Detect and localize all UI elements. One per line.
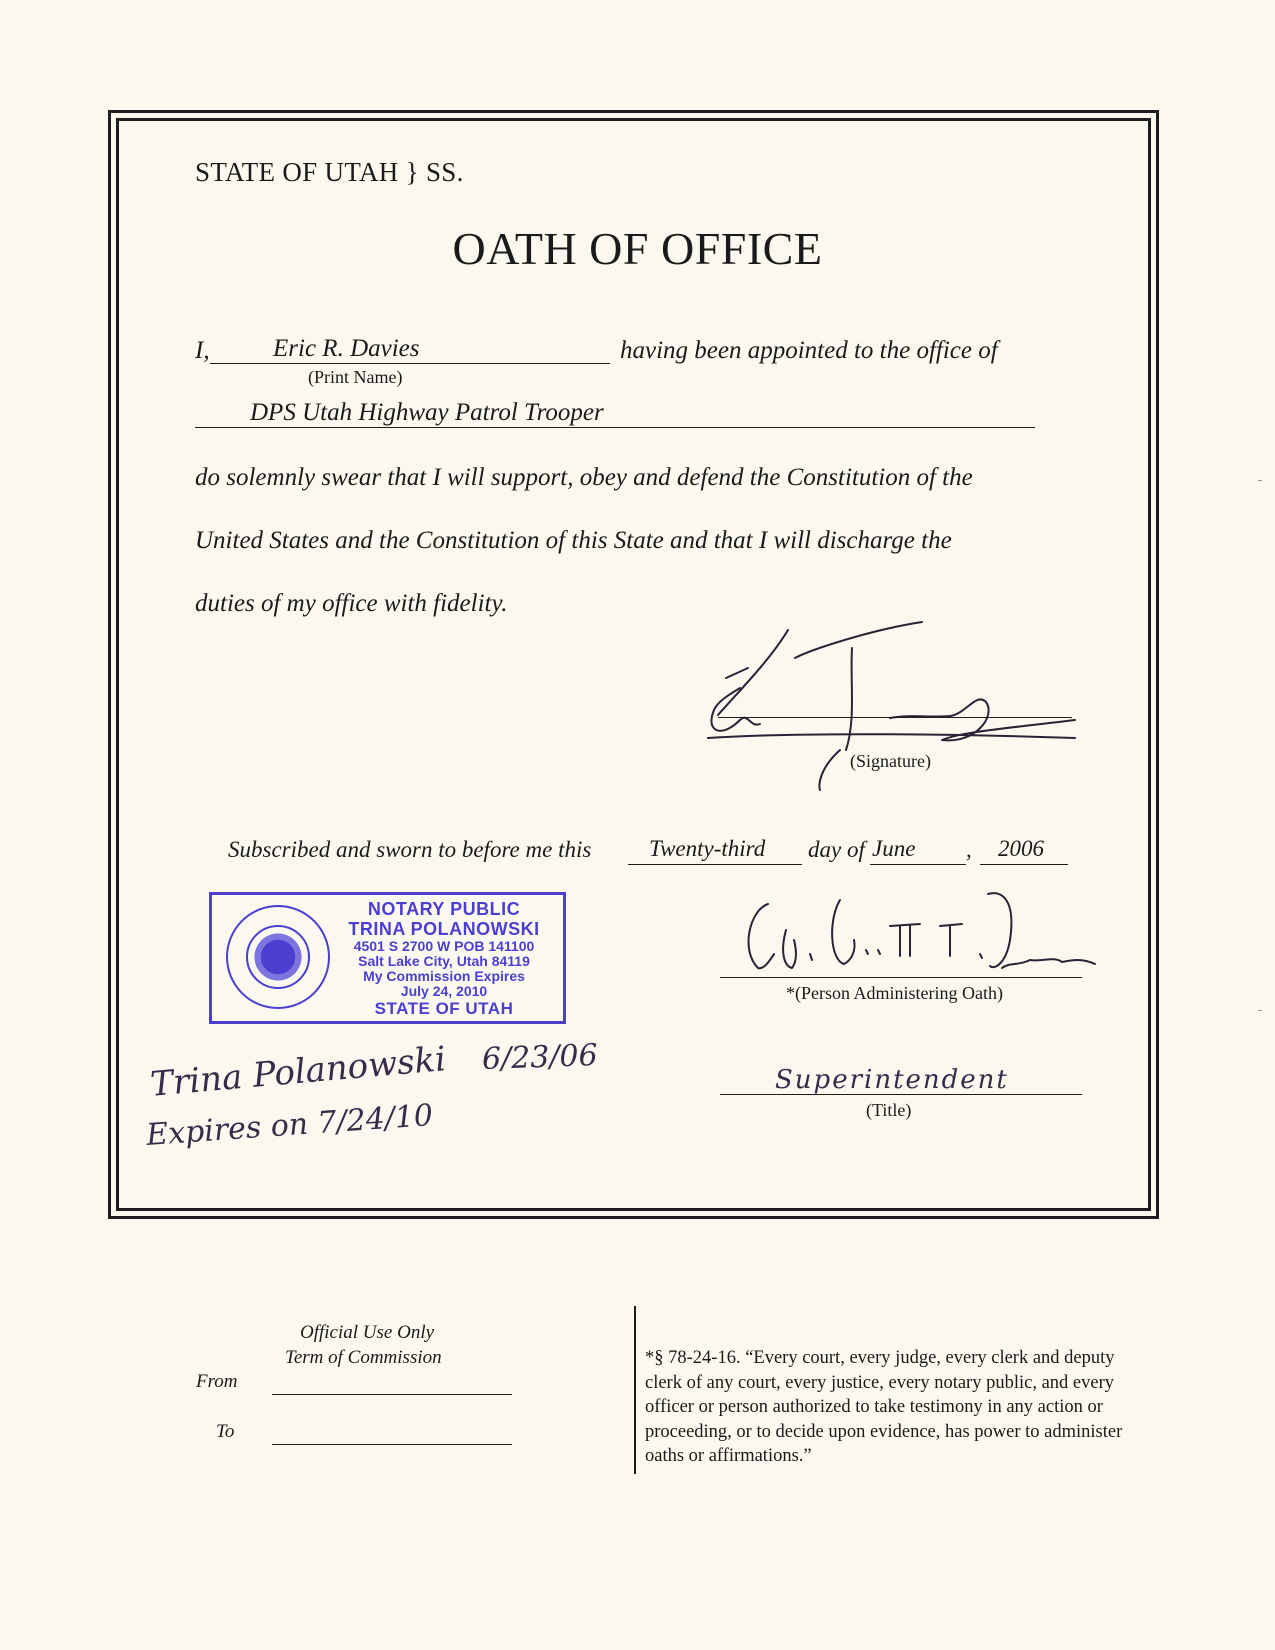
signature-caption: (Signature) <box>850 751 931 771</box>
state-seal-icon <box>226 905 330 1009</box>
notary-signature-handwritten: Trina Polanowski <box>148 1039 448 1105</box>
appointment-text: having been appointed to the office of <box>620 337 998 364</box>
title-caption: (Title) <box>866 1100 912 1120</box>
print-name-caption: (Print Name) <box>308 367 403 387</box>
sworn-month-value: June <box>872 836 916 861</box>
to-field <box>272 1428 512 1445</box>
stamp-line-3: 4501 S 2700 W POB 141100 <box>353 938 535 954</box>
to-label: To <box>216 1421 235 1442</box>
title-line <box>720 1094 1082 1095</box>
notary-stamp <box>209 892 566 1024</box>
appointment-prefix: I, <box>195 337 210 364</box>
notary-date-handwritten: 6/23/06 <box>481 1037 599 1078</box>
sworn-day-of-text: day of <box>808 837 865 862</box>
state-venue-line: STATE OF UTAH } SS. <box>195 157 464 187</box>
stamp-line-2: TRINA POLANOWSKI <box>348 919 540 939</box>
sworn-month-field <box>870 836 966 865</box>
notary-expiration-handwritten: Expires on 7/24/10 <box>145 1098 435 1153</box>
term-of-commission-heading: Term of Commission <box>285 1347 442 1368</box>
administering-caption: *(Person Administering Oath) <box>786 983 1003 1003</box>
sworn-comma: , <box>966 837 972 862</box>
notary-stamp-text <box>324 899 564 1019</box>
stamp-line-4: Salt Lake City, Utah 84119 <box>358 953 530 969</box>
column-divider <box>634 1306 636 1474</box>
from-label: From <box>196 1371 238 1392</box>
office-field <box>195 399 1035 428</box>
oath-text-line-1: do solemnly swear that I will support, obey and defend the Constitution of the <box>195 464 973 491</box>
stamp-line-6: July 24, 2010 <box>400 983 488 999</box>
sworn-day-field <box>628 836 802 865</box>
sworn-day-value: Twenty-third <box>649 836 766 861</box>
page-title: OATH OF OFFICE <box>452 223 823 274</box>
from-field <box>272 1378 512 1395</box>
signature-line <box>718 717 1072 718</box>
sworn-text: Subscribed and sworn to before me this <box>228 837 592 862</box>
oath-text-line-2: United States and the Constitution of this State and that I will discharge the <box>195 527 952 554</box>
crop-mark <box>1258 1010 1262 1011</box>
stamp-line-1: NOTARY PUBLIC <box>367 899 521 919</box>
print-name-field <box>210 335 610 364</box>
office-value: DPS Utah Highway Patrol Trooper <box>250 399 604 426</box>
stamp-line-5: My Commission Expires <box>363 968 525 984</box>
sworn-year-value: 2006 <box>998 836 1044 861</box>
stamp-line-7: STATE OF UTAH <box>374 999 514 1018</box>
statute-footnote: *§ 78-24-16. “Every court, every judge, every clerk and deputy clerk of any court, every justice, every notary public, and every officer or person authorized to take testimony in any action or proceeding, or to decide upon evidence, has power to administer oaths or affirmations.” <box>645 1348 1123 1466</box>
crop-mark <box>1258 480 1262 481</box>
oath-text-line-3: duties of my office with fidelity. <box>195 590 508 617</box>
administering-title-handwritten: Superintendent <box>775 1065 1009 1095</box>
administering-signature-line <box>720 977 1082 978</box>
official-use-heading: Official Use Only <box>300 1322 435 1343</box>
sworn-year-field <box>980 836 1068 865</box>
print-name-value: Eric R. Davies <box>273 335 420 362</box>
